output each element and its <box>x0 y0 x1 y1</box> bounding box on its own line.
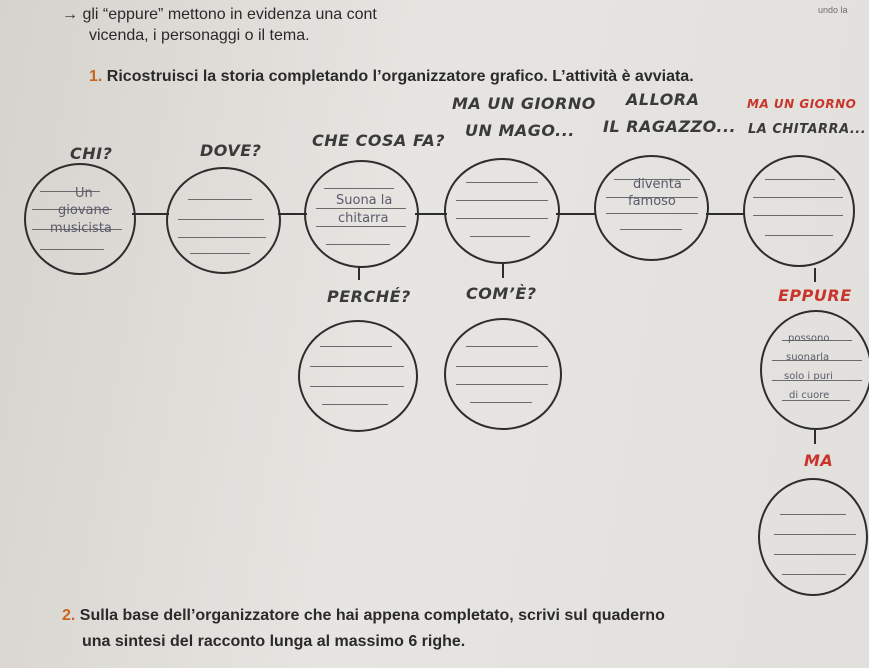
exercise-1-instruction: Ricostruisci la storia completando l’organizzatore grafico. L’attività è avviata. <box>106 68 694 85</box>
intro-line-1: → gli “eppure” mettono in evidenza una cont <box>62 6 377 23</box>
write-line <box>774 534 856 535</box>
question-la-chitarra: LA CHITARRA... <box>748 122 867 137</box>
question-che-cosa-fa: CHE COSA FA? <box>312 131 445 150</box>
answer-chi-2: giovane <box>58 203 110 218</box>
write-line <box>774 554 856 555</box>
circle-un-mago[interactable] <box>444 158 560 264</box>
connector-eppure-ma <box>814 430 816 444</box>
write-line <box>753 215 843 216</box>
connector-mago-ragazzo <box>556 213 596 215</box>
circle-dove[interactable] <box>166 167 281 274</box>
circle-perche[interactable] <box>298 320 418 432</box>
question-allora: ALLORA <box>626 90 700 109</box>
circle-la-chitarra[interactable] <box>743 155 855 267</box>
write-line <box>780 514 846 515</box>
connector-fa-mago <box>415 213 447 215</box>
answer-allora-2: famoso <box>628 194 676 209</box>
write-line <box>456 366 548 367</box>
write-line <box>316 226 406 227</box>
answer-allora-1: diventa <box>633 177 682 192</box>
connector-dove-fa <box>278 213 307 215</box>
write-line <box>466 346 538 347</box>
question-chi: CHI? <box>70 144 113 163</box>
question-ma-un-giorno: MA UN GIORNO <box>452 94 596 113</box>
question-un-mago: UN MAGO... <box>465 121 575 140</box>
connector-fa-perche <box>358 266 360 280</box>
write-line <box>456 200 548 201</box>
connector-chitarra-eppure <box>814 268 816 282</box>
write-line <box>178 237 266 238</box>
answer-eppure-2: suonarla <box>786 352 830 363</box>
write-line <box>470 402 532 403</box>
exercise-2-line-1 <box>62 607 665 625</box>
question-perche: PERCHÉ? <box>327 287 411 306</box>
connector-ragazzo-chitarra <box>706 213 744 215</box>
write-line <box>782 574 846 575</box>
connector-mago-come <box>502 262 504 278</box>
answer-chi-1: Un <box>75 186 93 201</box>
write-line <box>310 366 404 367</box>
circle-ma[interactable] <box>758 478 868 596</box>
write-line <box>765 179 835 180</box>
write-line <box>316 208 406 209</box>
write-line <box>310 386 404 387</box>
corner-note: undo la <box>818 5 848 15</box>
answer-eppure-3: solo i puri <box>784 371 833 382</box>
write-line <box>456 218 548 219</box>
question-dove: DOVE? <box>200 141 262 160</box>
write-line <box>320 346 392 347</box>
exercise-2-number: 2. <box>62 607 76 624</box>
circle-come[interactable] <box>444 318 562 430</box>
answer-fa-2: chitarra <box>338 211 389 226</box>
question-eppure: EPPURE <box>778 286 852 305</box>
exercise-1-title <box>89 68 694 86</box>
write-line <box>620 229 682 230</box>
question-il-ragazzo: IL RAGAZZO... <box>603 117 737 136</box>
answer-fa-1: Suona la <box>336 193 393 208</box>
exercise-1-number: 1. <box>89 68 103 85</box>
answer-chi-3: musicista <box>50 221 112 236</box>
connector-chi-dove <box>132 213 169 215</box>
write-line <box>324 188 394 189</box>
write-line <box>190 253 250 254</box>
write-line <box>765 235 833 236</box>
write-line <box>40 249 104 250</box>
answer-eppure-4: di cuore <box>789 390 830 401</box>
write-line <box>178 219 264 220</box>
write-line <box>326 244 390 245</box>
answer-eppure-1: possono <box>788 333 830 344</box>
circle-chi[interactable] <box>24 163 136 275</box>
write-line <box>606 213 698 214</box>
exercise-2-line-2: una sintesi del racconto lunga al massimo 6 righe. <box>82 633 466 650</box>
question-ma: MA <box>804 451 834 470</box>
circle-eppure[interactable] <box>760 310 869 430</box>
write-line <box>456 384 548 385</box>
question-ma-un-giorno-2: MA UN GIORNO <box>747 97 857 111</box>
write-line <box>188 199 252 200</box>
intro-line-2: vicenda, i personaggi o il tema. <box>89 27 310 44</box>
write-line <box>466 182 538 183</box>
write-line <box>753 197 843 198</box>
write-line <box>322 404 388 405</box>
exercise-2-text-1: Sulla base dell’organizzatore che hai appena completato, scrivi sul quaderno <box>79 607 665 624</box>
write-line <box>470 236 530 237</box>
question-come: COM’È? <box>466 284 537 303</box>
